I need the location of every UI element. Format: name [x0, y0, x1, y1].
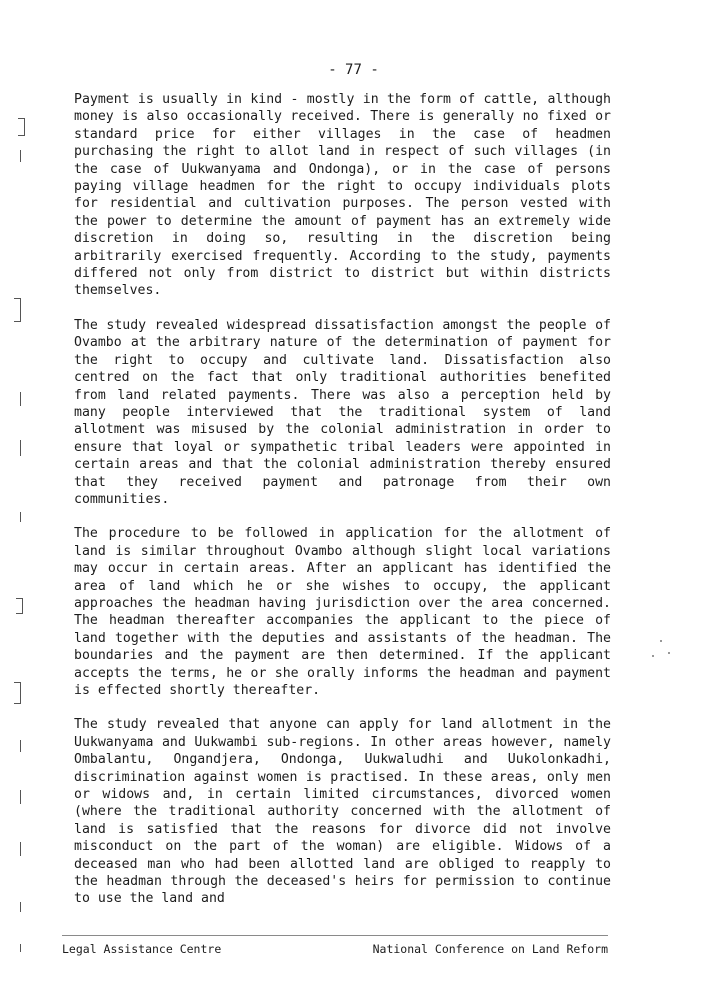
page-footer	[62, 942, 608, 956]
footer-left-text: Legal Assistance Centre	[62, 942, 222, 956]
paragraph-payment-in-kind: Payment is usually in kind - mostly in the form of cattle, although money is also occasionally received. There is generally no fixed or standard price for either villages in the case of headmen purchasing the right to allot land in respect of such villages (in the case of Uukwanyama and Ondonga), or in the case of persons paying village headmen for the right to occupy individuals plots for residential and cultivation purposes. The person vested with the power to determine the amount of payment has an extremely wide discretion in doing so, resulting in the discretion being arbitrarily exercised frequently. According to the study, payments differed not only from district to district but within districts themselves.	[74, 92, 611, 299]
binding-mark	[20, 842, 21, 856]
binding-mark	[20, 392, 21, 406]
binding-mark	[20, 902, 21, 912]
binding-mark	[16, 598, 23, 614]
scan-speck	[660, 640, 662, 642]
binding-mark	[20, 790, 21, 804]
binding-mark	[20, 512, 21, 522]
binding-mark	[20, 944, 21, 952]
paragraph-eligibility: The study revealed that anyone can apply for land allotment in the Uukwanyama and Uukwambi sub-regions. In other areas however, namely Ombalantu, Ongandjera, Ondonga, Uukwaludhi and Uukolonkadhi, discrimination against women is practised. In these areas, only men or widows and, in certain limited circumstances, divorced women (where the traditional authority concerned with the allotment of land is satisfied that the reasons for divorce did not involve misconduct on the part of the woman) are eligible. Widows of a deceased man who had been allotted land are obliged to reapply to the headman through the deceased's heirs for permission to continue to use the land and	[74, 717, 611, 907]
binding-mark	[18, 118, 25, 136]
page-number	[0, 62, 707, 78]
footer-rule	[62, 935, 608, 936]
scan-speck	[668, 652, 670, 654]
binding-mark	[14, 298, 21, 322]
scan-speck	[652, 655, 654, 657]
page-number-text: - 77 -	[328, 62, 379, 78]
body-text	[74, 91, 611, 925]
paragraph-dissatisfaction: The study revealed widespread dissatisfaction amongst the people of Ovambo at the arbitrary nature of the determination of payment for the right to occupy and cultivate land. Dissatisfaction also centred on the fact that only traditional authorities benefited from land related payments. There was also a perception held by many people interviewed that the traditional system of land allotment was misused by the colonial administration in order to ensure that loyal or sympathetic tribal leaders were appointed in certain areas and that the colonial administration thereby ensured that they received payment and patronage from their own communities.	[74, 317, 611, 507]
binding-mark	[14, 682, 21, 704]
binding-mark	[20, 150, 21, 162]
binding-mark	[20, 740, 21, 752]
footer-right-text: National Conference on Land Reform	[372, 942, 608, 956]
paragraph-application-procedure: The procedure to be followed in application for the allotment of land is similar throughout Ovambo although slight local variations may occur in certain areas. After an applicant has identified the area of land which he or she wishes to occupy, the applicant approaches the headman having jurisdiction over the area concerned. The headman thereafter accompanies the applicant to the piece of land together with the deputies and assistants of the headman. The boundaries and the payment are then determined. If the applicant accepts the terms, he or she orally informs the headman and payment is effected shortly thereafter.	[74, 526, 611, 698]
binding-mark	[20, 440, 21, 456]
